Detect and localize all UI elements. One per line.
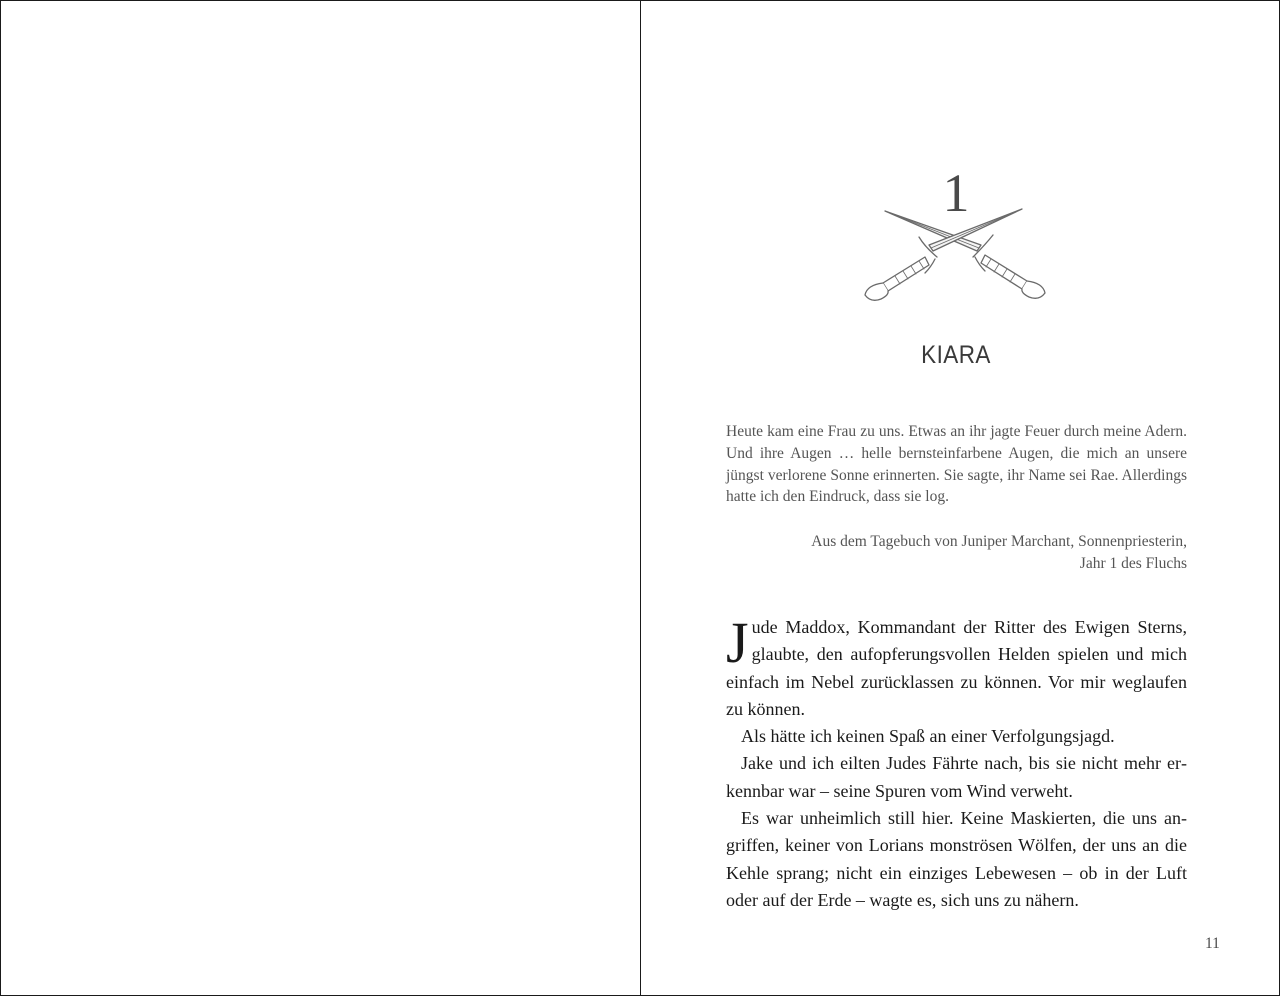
paragraph-2: Als hätte ich keinen Spaß an einer Verfolgungsjagd. (741, 726, 1115, 747)
right-page (641, 1, 1279, 995)
chapter-number: 1 (942, 163, 970, 223)
page-number: 11 (1205, 935, 1220, 952)
epigraph-attribution (726, 531, 1187, 575)
epigraph (726, 421, 1187, 508)
paragraph-1-text: ude Maddox, Kommandant der Ritter des Ewigen Sterns, glaubte, den aufopferungsvollen Helden spielen und mich einfach im Nebel zurücklassen zu können. Vor mir weglaufen zu können. (726, 617, 1187, 719)
paragraph-4: Es war unheimlich still hier. Keine Maskierten, die uns angriffen, keiner von Lorians monströsen Wölfen, der uns an die Kehle sprang; nicht ein einziges Lebewesen – ob in der Luft oder auf der Erde – wagte es, sich uns zu nähern. (726, 808, 1187, 910)
epigraph-text: Heute kam eine Frau zu uns. Etwas an ihr jagte Feuer durch meine Adern. Und ihre Augen … helle bernsteinfarbene Augen, die mich an unsere jüngst verlorene Sonne erinnerten. Sie sagte, ihr Name sei Rae. Allerdings hatte ich den Eindruck, dass sie log. (726, 423, 1187, 506)
paragraph-1 (726, 610, 1187, 723)
attribution-line-1: Aus dem Tagebuch von Juniper Marchant, Sonnenpriesterin, (811, 533, 1187, 550)
left-page-blank (1, 1, 641, 995)
paragraph-3: Jake und ich eilten Judes Fährte nach, bis sie nicht mehr erkennbar war – seine Spuren vom Wind verweht. (726, 753, 1187, 801)
drop-cap: J (726, 610, 749, 675)
crossed-swords-icon (857, 201, 1053, 307)
chapter-title: KIARA (921, 341, 991, 369)
chapter-body (726, 610, 1187, 914)
attribution-line-2: Jahr 1 des Fluchs (1079, 555, 1187, 572)
